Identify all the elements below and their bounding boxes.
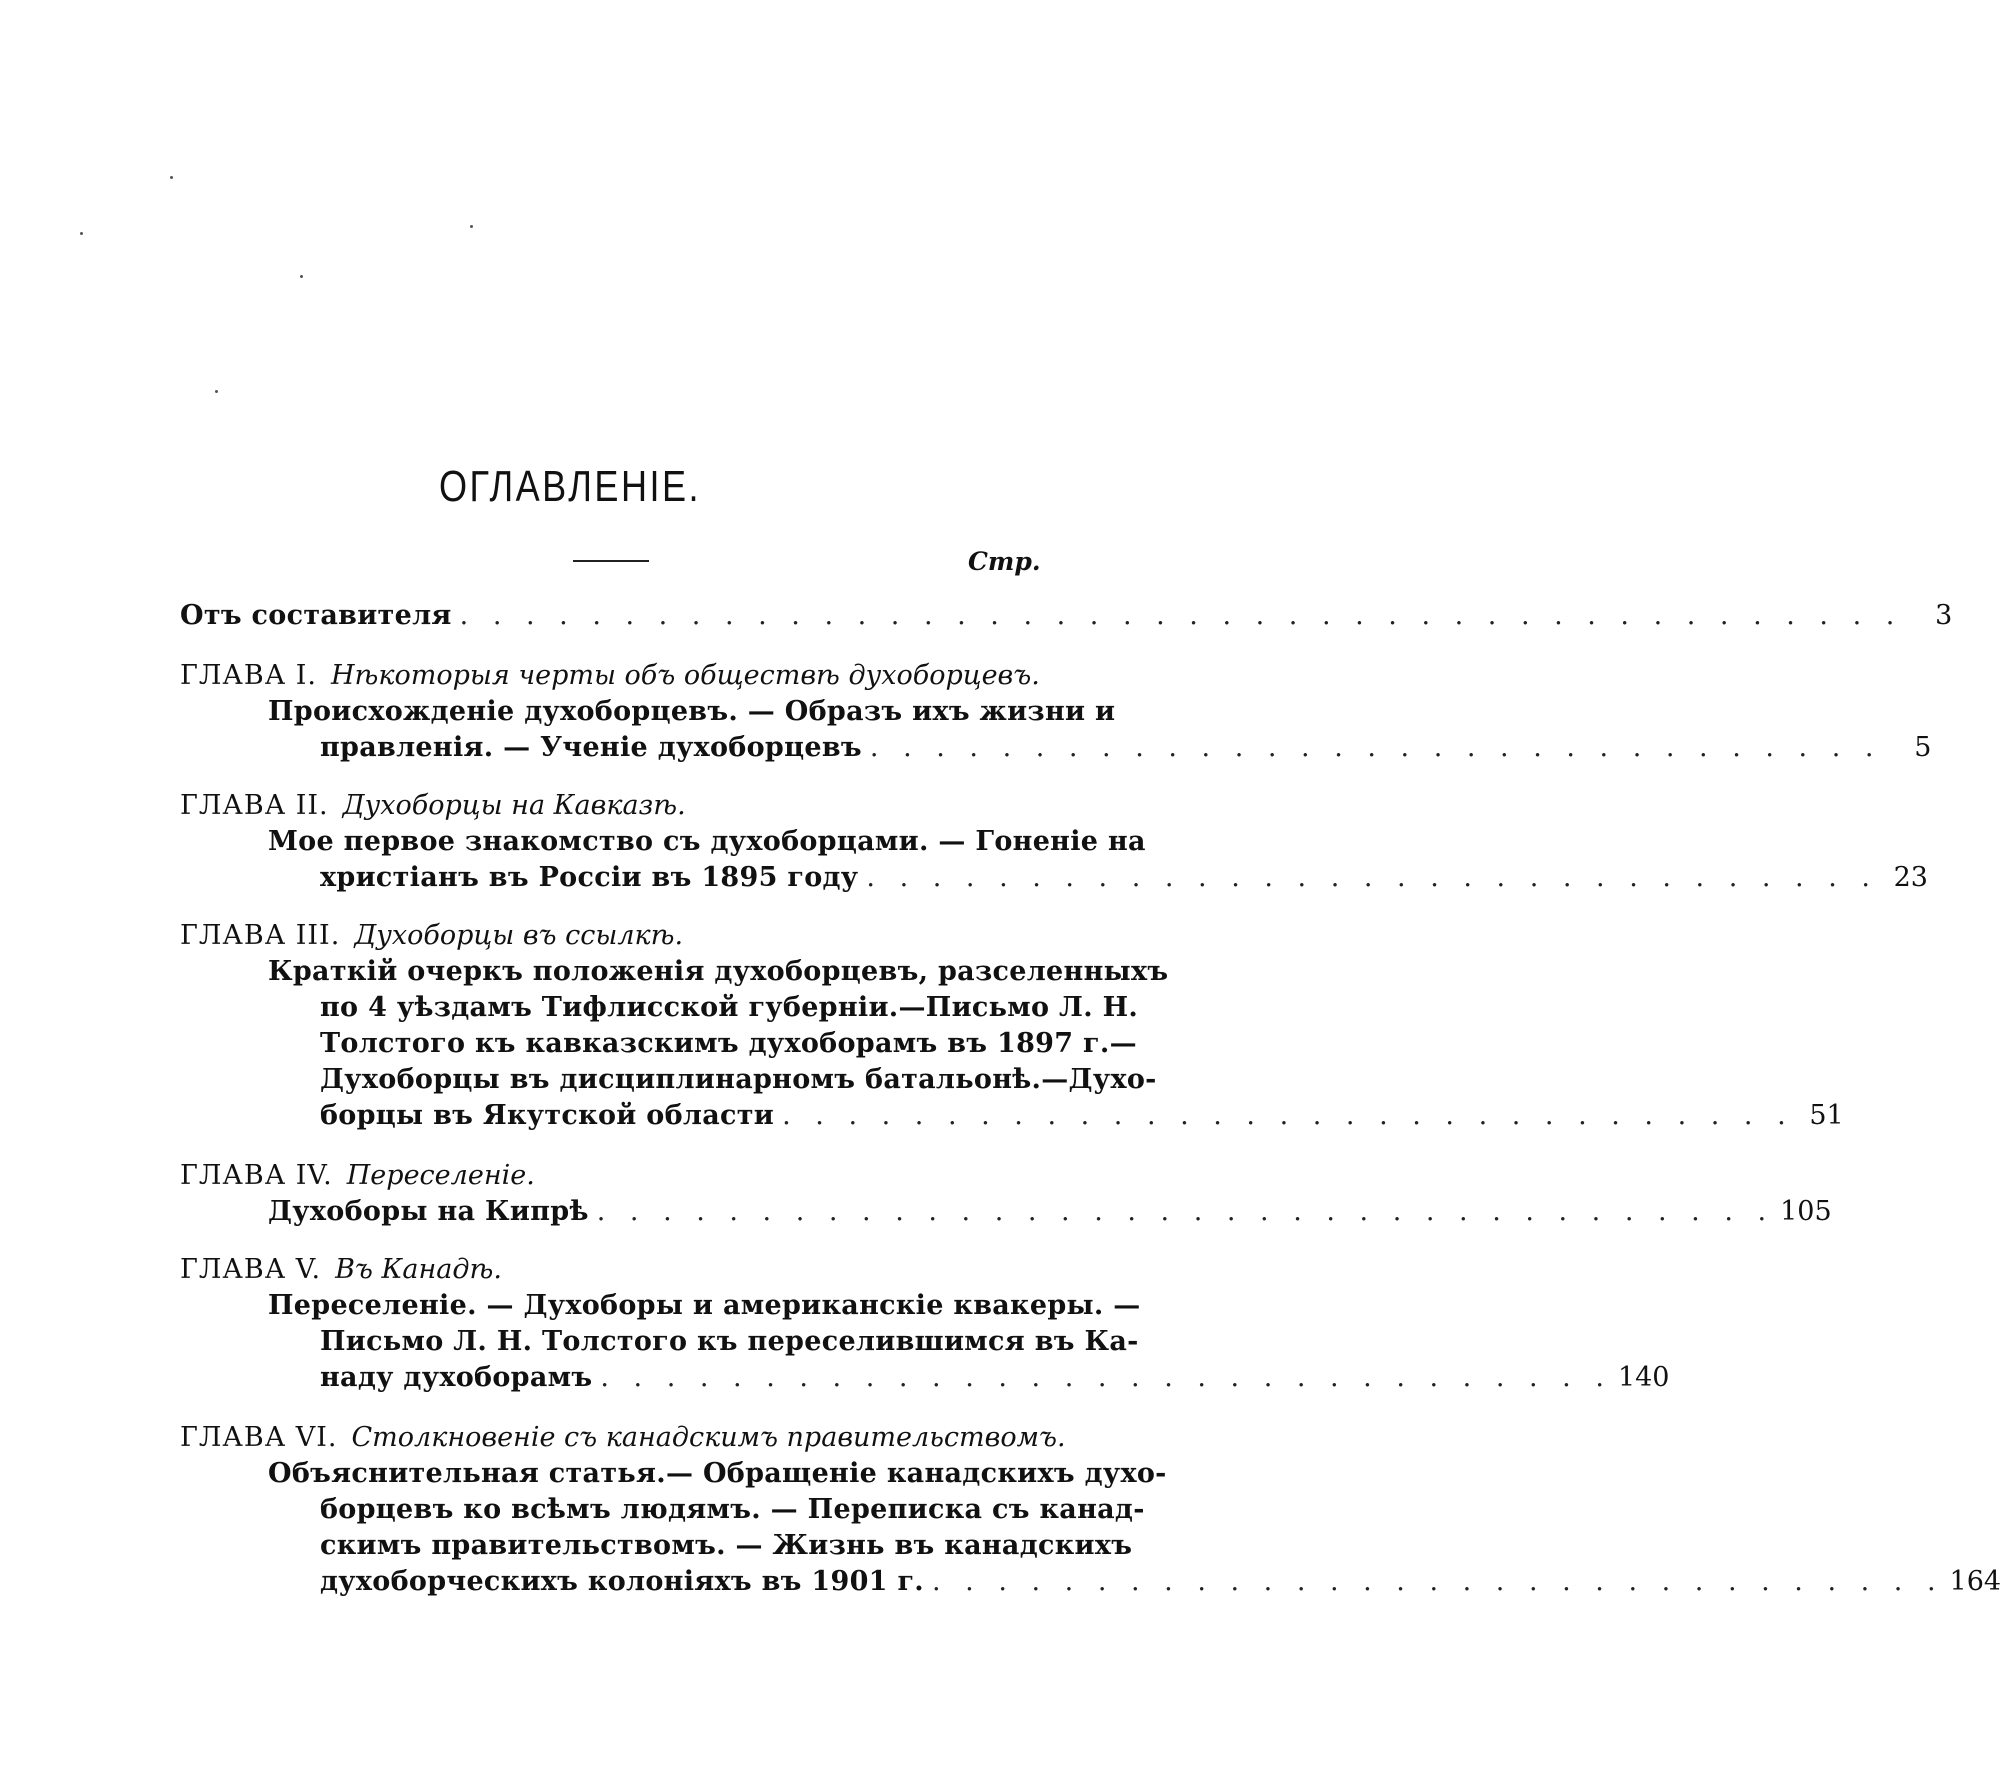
chapter-label: ГЛАВА II.	[180, 790, 329, 821]
chapter-title: Нѣкоторыя черты объ обществѣ духоборцевъ.	[330, 660, 1040, 691]
chapter-subline-final	[320, 1360, 1670, 1396]
toc-entry-label: Отъ составителя	[180, 600, 452, 631]
chapter-subline: духоборческихъ колоніяхъ въ 1901 г.	[320, 1566, 924, 1597]
page-number: 23	[1893, 862, 1928, 893]
page-title: ОГЛАВЛЕНІЕ.	[439, 462, 701, 511]
toc-entry-preface	[180, 598, 1953, 634]
chapter-heading	[180, 658, 1050, 694]
page-number: 164	[1949, 1566, 2001, 1597]
scan-speck	[300, 275, 303, 278]
chapter-subline: Переселеніе. — Духоборы и американскіе квакеры. —	[268, 1290, 1141, 1321]
dot-leader: . . . . . . . . . . . . . . . . . . . . . . . . . . . . . . .	[866, 862, 1878, 893]
chapter-subline: Духоборы на Кипрѣ	[268, 1196, 589, 1227]
chapter-subline-final	[268, 1194, 1832, 1230]
chapter-subline: Краткій очеркъ положенія духоборцевъ, разселенныхъ	[268, 956, 1169, 987]
chapter-subline-final	[320, 1564, 2001, 1600]
chapter-title: Переселеніе.	[346, 1160, 535, 1191]
chapter-subline-final	[320, 860, 1928, 896]
chapter-subline: борцевъ ко всѣмъ людямъ. — Переписка съ канад-	[320, 1494, 1145, 1525]
chapter-heading	[180, 918, 1050, 954]
scan-speck	[470, 225, 473, 228]
scan-speck	[80, 232, 83, 235]
page-column-label: Стр.	[968, 547, 1041, 576]
chapter-label: ГЛАВА IV.	[180, 1160, 333, 1191]
title-divider	[573, 560, 649, 562]
chapter-subline: Происхожденіе духоборцевъ. — Образъ ихъ жизни и	[268, 696, 1116, 727]
chapter-subline: Мое первое знакомство съ духоборцами. — Гоненіе на	[268, 826, 1146, 857]
page-number: 105	[1780, 1196, 1832, 1227]
chapter-subline: Толстого къ кавказскимъ духоборамъ въ 1897 г.—	[320, 1028, 1137, 1059]
chapter-label: ГЛАВА VI.	[180, 1422, 338, 1453]
page-number: 5	[1914, 732, 1932, 763]
chapter-subline: по 4 уѣздамъ Тифлисской губерніи.—Письмо Л. Н.	[320, 992, 1139, 1023]
scan-speck	[170, 176, 173, 179]
dot-leader: . . . . . . . . . . . . . . . . . . . . . . . . . . . . . . .	[600, 1362, 1612, 1393]
chapter-title: Духоборцы въ ссылкѣ.	[354, 920, 684, 951]
chapter-subline: Письмо Л. Н. Толстого къ переселившимся въ Ка-	[320, 1326, 1139, 1357]
chapter-label: ГЛАВА I.	[180, 660, 317, 691]
dot-leader: . . . . . . . . . . . . . . . . . . . . . . . . . . . . . . . . . . . .	[596, 1196, 1775, 1227]
chapter-title: Духоборцы на Кавказѣ.	[342, 790, 686, 821]
page-number: 140	[1617, 1362, 1670, 1393]
chapter-heading	[180, 1420, 1066, 1456]
chapter-subline-final	[320, 730, 1932, 766]
page-number: 51	[1809, 1100, 1844, 1131]
chapter-subline: наду духоборамъ	[320, 1362, 593, 1393]
dot-leader: . . . . . . . . . . . . . . . . . . . . . . . . . . . . . . .	[782, 1100, 1794, 1131]
chapter-subline: борцы въ Якутской области	[320, 1100, 775, 1131]
chapter-subline: христіанъ въ Россіи въ 1895 году	[320, 862, 859, 893]
chapter-subline-final	[320, 1098, 1844, 1134]
chapter-subline: скимъ правительствомъ. — Жизнь въ канадскихъ	[320, 1530, 1133, 1561]
page-number: 3	[1935, 600, 1953, 631]
dot-leader: . . . . . . . . . . . . . . . . . . . . . . . . . . . . . . .	[932, 1566, 1944, 1597]
chapter-label: ГЛАВА V.	[180, 1254, 322, 1285]
chapter-subline: Духоборцы въ дисциплинарномъ батальонѣ.—Духо-	[320, 1064, 1157, 1095]
chapter-label: ГЛАВА III.	[180, 920, 341, 951]
chapter-heading	[180, 788, 1050, 824]
chapter-title: Въ Канадѣ.	[335, 1254, 502, 1285]
dot-leader: . . . . . . . . . . . . . . . . . . . . . . . . . . . . . . . . . . . . . . . . . . . .	[459, 600, 1903, 631]
dot-leader: . . . . . . . . . . . . . . . . . . . . . . . . . . . . . . .	[869, 732, 1882, 763]
chapter-heading	[180, 1252, 1050, 1288]
chapter-title: Столкновеніе съ канадскимъ правительствомъ.	[351, 1422, 1066, 1453]
chapter-heading	[180, 1158, 1050, 1194]
chapter-subline: Объяснительная статья.— Обращеніе канадскихъ духо-	[268, 1458, 1167, 1489]
chapter-subline: правленія. — Ученіе духоборцевъ	[320, 732, 862, 763]
scan-speck	[215, 390, 218, 393]
